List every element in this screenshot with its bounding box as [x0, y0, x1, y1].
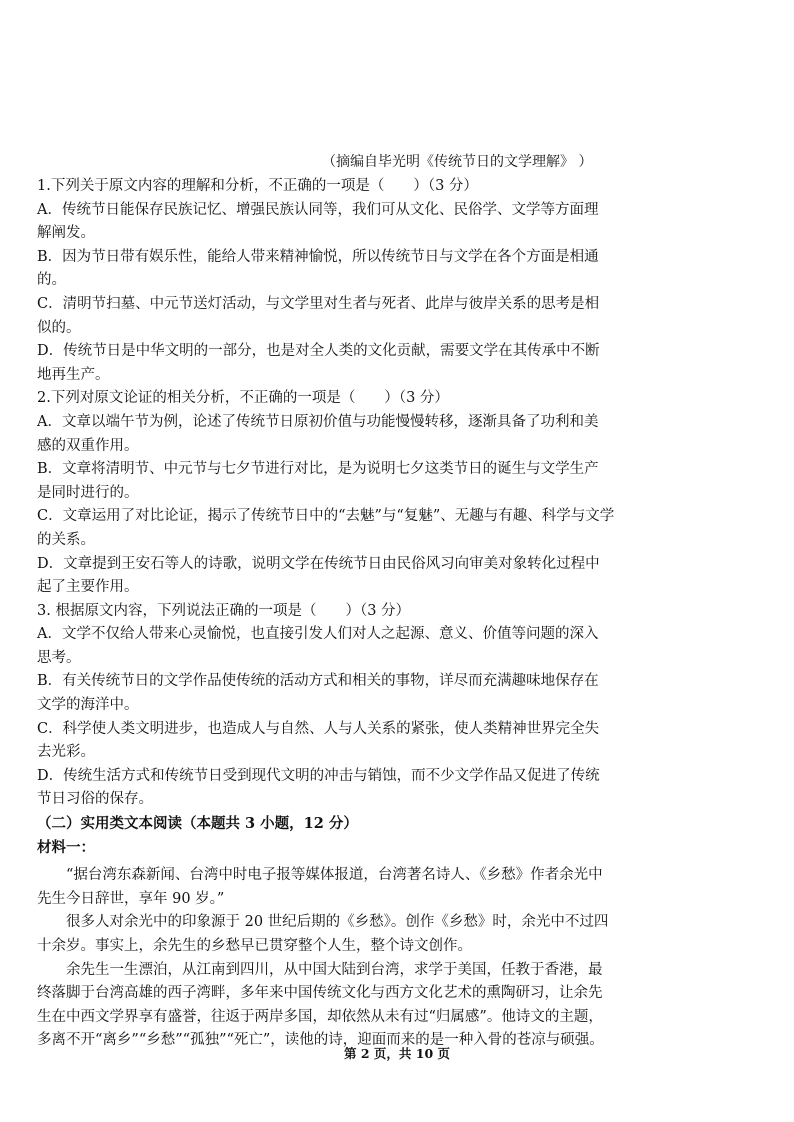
q3-option-d-line2: 节日习俗的保存。: [37, 791, 153, 808]
q1-option-a-line1: A．传统节日能保存民族记忆、增强民族认同等，我们可从文化、民俗学、文学等方面理: [37, 201, 599, 218]
material-p3-line2: 终落脚于台湾高雄的西子湾畔，多年来中国传统文化与西方文化艺术的熏陶研习，让余先: [37, 985, 603, 1002]
material-p2-line1: 很多人对余光中的印象源于 20 世纪后期的《乡愁》。创作《乡愁》时，余光中不过四: [66, 914, 609, 931]
q3-option-c-line2: 去光彩。: [37, 744, 95, 761]
section-title: （二）实用类文本阅读（本题共 3 小题，12 分）: [37, 815, 358, 833]
q1-option-a-line2: 解阐发。: [37, 225, 95, 242]
material-p3-line1: 余先生一生漂泊，从江南到四川，从中国大陆到台湾，求学于美国，任教于香港，最: [66, 961, 603, 978]
question-3-stem: 3. 根据原文内容，下列说法正确的一项是（ ）（3 分）: [37, 602, 411, 619]
q2-option-a-line1: A．文章以端午节为例，论述了传统节日原初价值与功能慢慢转移，逐渐具备了功利和美: [37, 413, 599, 430]
material-text: [37, 863, 609, 1052]
question-1-stem: 1.下列关于原文内容的理解和分析，不正确的一项是（ ）（3 分）: [37, 178, 478, 194]
q2-option-d-line1: D．文章提到王安石等人的诗歌，说明文学在传统节日由民俗风习向审美对象转化过程中: [37, 555, 600, 572]
q1-option-c-line2: 似的。: [37, 319, 81, 336]
q2-option-b-line1: B．文章将清明节、中元节与七夕节进行对比，是为说明七夕这类节日的诞生与文学生产: [37, 461, 599, 478]
q1-option-d-line1: D．传统节日是中华文明的一部分，也是对全人类的文化贡献，需要文学在其传承中不断: [37, 343, 600, 360]
page-footer: 第 2 页，共 10 页: [344, 1046, 450, 1061]
material-p1-line1: “据台湾东森新闻、台湾中时电子报等媒体报道，台湾著名诗人、《乡愁》作者余光中: [66, 867, 603, 884]
q1-option-b-line1: B．因为节日带有娱乐性，能给人带来精神愉悦，所以传统节日与文学在各个方面是相通: [37, 248, 599, 265]
q2-option-c-line2: 的关系。: [37, 531, 95, 548]
q3-option-c-line1: C．科学使人类文明进步，也造成人与自然、人与人关系的紧张，使人类精神世界完全失: [37, 720, 600, 737]
q3-option-a-line2: 思考。: [37, 649, 81, 666]
q3-option-b-line2: 文学的海洋中。: [37, 697, 139, 714]
q2-option-a-line2: 感的双重作用。: [37, 437, 139, 454]
material-p1-line2: 先生今日辞世，享年 90 岁。”: [37, 890, 225, 907]
q3-option-b-line1: B．有关传统节日的文学作品使传统的活动方式和相关的事物，详尽而充满趣味地保存在: [37, 673, 599, 690]
material-p3-line4: 多离不开“离乡”“乡愁”“孤独”“死亡”，读他的诗，迎面而来的是一种入骨的苍凉与硕强。: [37, 1032, 604, 1049]
question-block: [37, 175, 615, 1052]
q1-option-b-line2: 的。: [37, 272, 66, 289]
q2-option-d-line2: 起了主要作用。: [37, 579, 139, 596]
q3-option-d-line1: D．传统生活方式和传统节日受到现代文明的冲击与销蚀，而不少文学作品又促进了传统: [37, 767, 600, 784]
q1-option-c-line1: C．清明节扫墓、中元节送灯活动，与文学里对生者与死者、此岸与彼岸关系的思考是相: [37, 295, 600, 312]
q1-option-d-line2: 地再生产。: [37, 366, 110, 383]
q2-option-c-line1: C．文章运用了对比论证，揭示了传统节日中的“去魅”与“复魅”、无趣与有趣、科学与文学: [37, 508, 615, 525]
material-p2-line2: 十余岁。事实上，余先生的乡愁早已贯穿整个人生，整个诗文创作。: [37, 938, 472, 954]
source-citation: （摘编自毕光明《传统节日的文学理解》 ）: [322, 154, 593, 170]
q2-option-b-line2: 是同时进行的。: [37, 484, 139, 501]
material-label: 材料一：: [37, 838, 95, 856]
q3-option-a-line1: A．文学不仅给人带来心灵愉悦，也直接引发人们对人之起源、意义、价值等问题的深入: [37, 626, 599, 643]
material-p3-line3: 生在中西文学界享有盛誉，往返于两岸多国，却依然从未有过“归属感”。他诗文的主题，: [37, 1008, 603, 1025]
question-2-stem: 2.下列对原文论证的相关分析，不正确的一项是（ ）（3 分）: [37, 390, 449, 407]
